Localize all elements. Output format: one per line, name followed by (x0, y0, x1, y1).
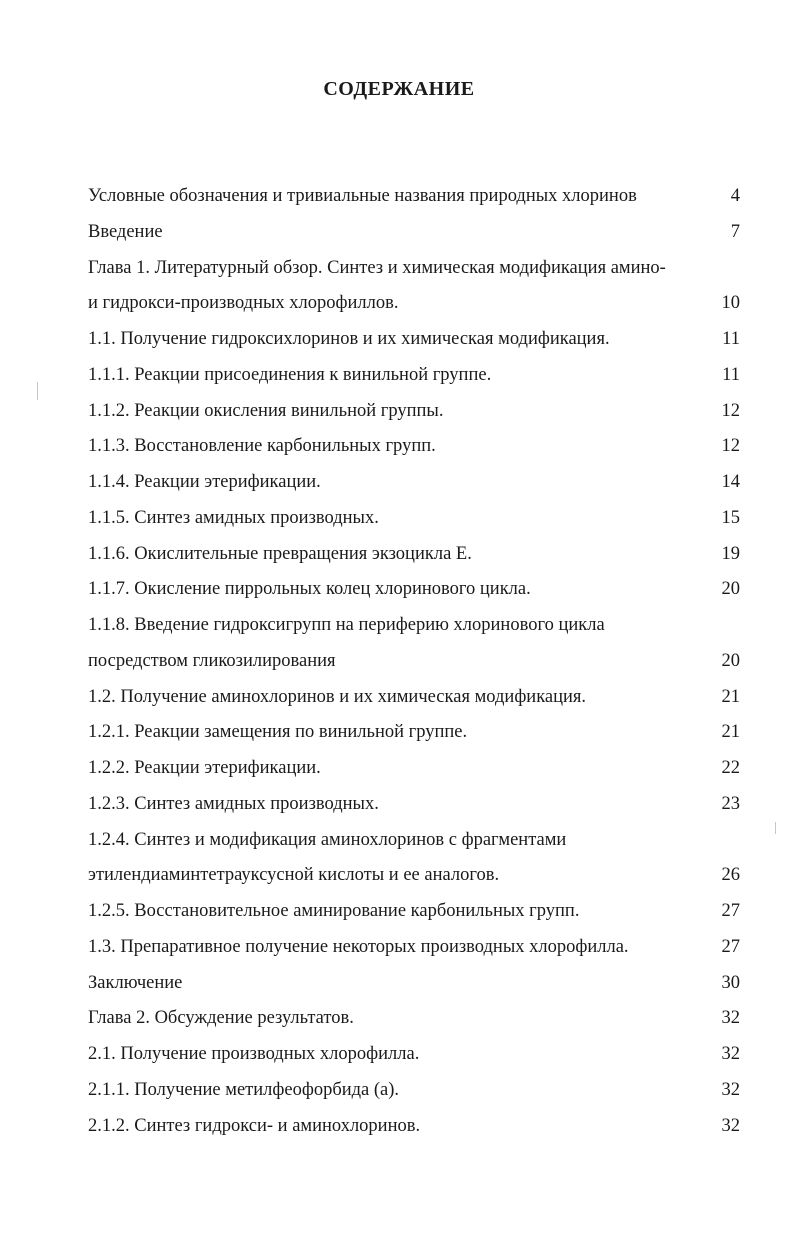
table-of-contents (88, 181, 740, 1146)
toc-entry (88, 1003, 740, 1039)
toc-entry-page: 11 (722, 364, 740, 385)
toc-entry-text: 1.1.2. Реакции окисления винильной группы. (88, 400, 444, 421)
toc-entry-text: 2.1.2. Синтез гидрокси- и аминохлоринов. (88, 1115, 421, 1136)
toc-entry (88, 968, 740, 1004)
toc-entry-page: 21 (721, 686, 740, 707)
toc-entry-text: 1.1.5. Синтез амидных производных. (88, 507, 379, 528)
toc-entry-page: 32 (721, 1044, 740, 1064)
toc-entry-page: 14 (721, 472, 740, 492)
toc-entry-page: 27 (721, 901, 740, 921)
toc-entry-text: 1.2.2. Реакции этерификации. (88, 758, 321, 778)
toc-entry-page: 21 (721, 722, 740, 743)
toc-entry-text: Условные обозначения и тривиальные названия природных хлоринов (88, 186, 637, 206)
toc-entry (88, 1039, 740, 1075)
toc-entry-page: 30 (721, 972, 740, 993)
toc-entry-text: Введение (88, 221, 163, 242)
toc-entry-page: 23 (721, 793, 740, 814)
toc-entry (88, 717, 740, 753)
toc-entry (88, 646, 740, 682)
toc-entry-text: 1.2.3. Синтез амидных производных. (88, 793, 379, 814)
toc-entry-page: 27 (721, 936, 740, 957)
toc-entry-text: 1.2.4. Синтез и модификация аминохлоринов с фрагментами (88, 829, 567, 850)
toc-entry-text: 2.1.1. Получение метилфеофорбида (а). (88, 1079, 400, 1100)
toc-entry-page: 22 (721, 758, 740, 778)
toc-entry (88, 253, 740, 289)
toc-entry-text: этилендиаминтетрауксусной кислоты и ее аналогов. (88, 865, 500, 886)
toc-entry (88, 1075, 740, 1111)
toc-entry-text: посредством гликозилирования (88, 650, 336, 671)
toc-entry (88, 610, 740, 646)
toc-entry (88, 539, 740, 575)
toc-entry-page: 32 (721, 1008, 740, 1029)
toc-entry-page: 12 (721, 400, 740, 421)
toc-entry (88, 324, 740, 360)
toc-entry (88, 825, 740, 861)
toc-entry (88, 753, 740, 789)
toc-entry-page: 4 (730, 186, 740, 206)
toc-entry-text: Глава 1. Литературный обзор. Синтез и химическая модификация амино- (88, 257, 666, 278)
toc-entry-page: 32 (721, 1079, 740, 1100)
toc-entry (88, 932, 740, 968)
toc-entry-page: 19 (721, 543, 740, 564)
toc-entry-text: 1.1.6. Окислительные превращения экзоцикла E. (88, 543, 472, 564)
toc-entry-page: 32 (721, 1115, 740, 1136)
toc-entry-page: 26 (721, 865, 740, 886)
toc-entry-text: 1.1. Получение гидроксихлоринов и их химическая модификация. (88, 329, 610, 349)
toc-entry (88, 789, 740, 825)
toc-entry-text: 1.2. Получение аминохлоринов и их химическая модификация. (88, 686, 587, 707)
toc-entry (88, 860, 740, 896)
toc-entry-page: 7 (730, 221, 740, 242)
toc-entry (88, 360, 740, 396)
toc-entry-text: 1.1.4. Реакции этерификации. (88, 472, 321, 492)
toc-entry (88, 396, 740, 432)
toc-entry (88, 467, 740, 503)
toc-entry-page: 20 (721, 650, 740, 671)
toc-entry (88, 574, 740, 610)
toc-entry-page: 10 (721, 293, 740, 314)
toc-entry-page: 15 (721, 507, 740, 528)
toc-entry (88, 896, 740, 932)
toc-entry-text: Заключение (88, 972, 183, 993)
toc-entry (88, 682, 740, 718)
toc-entry-page: 20 (721, 579, 740, 600)
scan-artifact (775, 822, 776, 834)
toc-entry (88, 431, 740, 467)
toc-entry-text: 1.2.1. Реакции замещения по винильной группе. (88, 722, 468, 743)
toc-entry (88, 1111, 740, 1147)
toc-entry-text: 1.2.5. Восстановительное аминирование карбонильных групп. (88, 901, 580, 921)
toc-entry (88, 181, 740, 217)
toc-entry-text: и гидрокси-производных хлорофиллов. (88, 293, 399, 314)
page-title: СОДЕРЖАНИЕ (323, 78, 475, 100)
toc-entry-text: Глава 2. Обсуждение результатов. (88, 1008, 354, 1029)
toc-entry-page: 12 (721, 436, 740, 457)
toc-entry-text: 2.1. Получение производных хлорофилла. (88, 1044, 420, 1064)
toc-entry-text: 1.3. Препаративное получение некоторых производных хлорофилла. (88, 936, 629, 957)
toc-entry-text: 1.1.3. Восстановление карбонильных групп. (88, 436, 436, 457)
scan-artifact (37, 382, 38, 400)
toc-entry-page: 11 (722, 329, 740, 349)
toc-entry (88, 288, 740, 324)
toc-entry-text: 1.1.7. Окисление пиррольных колец хлоринового цикла. (88, 579, 531, 600)
toc-entry (88, 503, 740, 539)
toc-entry-text: 1.1.1. Реакции присоединения к винильной группе. (88, 364, 492, 385)
toc-entry (88, 217, 740, 253)
toc-entry-text: 1.1.8. Введение гидроксигрупп на периферию хлоринового цикла (88, 615, 605, 635)
